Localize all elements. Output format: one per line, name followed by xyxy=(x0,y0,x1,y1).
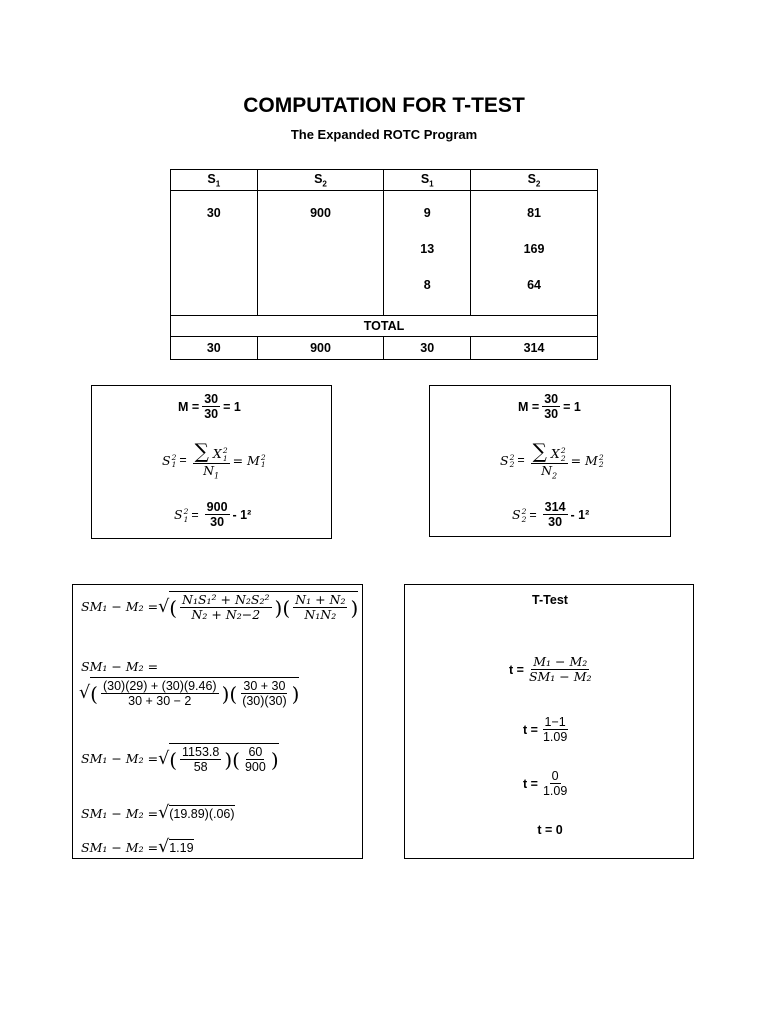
ttest-formula: t = $\frac{\text{M₁ − M₂}}{\text{SM₁ − M₂}}$ xyxy=(509,654,592,685)
table-body-row xyxy=(171,191,598,316)
ttest-step3: t = $\frac{0}{1.09}$ xyxy=(523,769,568,799)
variance-value-2: S 2 2 = $\frac{314}{30}$ - 1² xyxy=(512,500,590,530)
cell-value: 169 xyxy=(523,242,545,256)
ttest-heading: T-Test xyxy=(532,593,568,607)
cell-value: 64 xyxy=(527,278,541,292)
page-subtitle: The Expanded ROTC Program xyxy=(290,127,478,142)
header-s1-a: $S_1$ xyxy=(171,170,258,191)
total-col1: 30 xyxy=(171,337,258,360)
variance-formula-1: S 2 1 = ∑ X 2 1 $N_1$ = M 2 1 xyxy=(162,439,266,481)
header-s2-b: $S_2$ xyxy=(471,170,598,191)
se-step4: SM₁ − M₂ = √ (19.89)(.06) xyxy=(81,803,235,823)
variance-value-1: S 2 1 = $\frac{900}{30}$ - 1² xyxy=(174,500,252,530)
cell-col1 xyxy=(171,191,258,316)
ttest-step2: t = $\frac{1-1}{1.09}$ xyxy=(523,715,568,745)
total-label-row xyxy=(171,316,598,337)
cell-col3 xyxy=(384,191,471,316)
cell-value: 8 xyxy=(423,278,431,292)
header-s1-b: $S_1$ xyxy=(384,170,471,191)
se-step2-label: SM₁ − M₂ = xyxy=(81,659,159,674)
data-table xyxy=(170,169,598,360)
page-title: COMPUTATION FOR T-TEST xyxy=(243,94,525,117)
se-step2: √ ( $\frac{(30)(29) + (30)(9.46)}{30 + 30 - 2}$ ) ( $\frac{30 + 30}{(30)(30)}$ ) xyxy=(79,679,300,709)
variance-box-group1 xyxy=(91,385,332,539)
variance-formula-2: S 2 2 = ∑ X 2 2 $N_2$ = M 2 2 xyxy=(500,439,604,481)
cell-value: 9 xyxy=(423,206,431,220)
variance-box-group2 xyxy=(429,385,671,537)
mean-formula-1: M = $\frac{30}{30}$ = 1 xyxy=(178,392,241,422)
table-header-row xyxy=(171,170,598,191)
cell-value: 30 xyxy=(206,206,221,220)
cell-value: 900 xyxy=(310,206,331,220)
total-col3: 30 xyxy=(384,337,471,360)
header-s2-a: $S_2$ xyxy=(257,170,384,191)
cell-value: 81 xyxy=(527,206,541,220)
total-col2: 900 xyxy=(257,337,384,360)
mean-formula-2: M = $\frac{30}{30}$ = 1 xyxy=(518,392,581,422)
se-step3: SM₁ − M₂ = √ ( $\frac{1153.8}{58}$ ) ( $\frac{60}{900}$ ) xyxy=(81,745,279,775)
se-step5: SM₁ − M₂ = √ 1.19 xyxy=(81,837,194,857)
cell-col2 xyxy=(257,191,384,316)
total-col4: 314 xyxy=(471,337,598,360)
total-values-row xyxy=(171,337,598,360)
ttest-result: t = 0 xyxy=(537,823,563,837)
cell-value: 13 xyxy=(420,242,435,256)
standard-error-box xyxy=(72,584,363,859)
total-label: TOTAL xyxy=(171,316,598,337)
ttest-box xyxy=(404,584,694,859)
se-formula: SM₁ − M₂ = √ ( $\frac{\text{N₁S₁² + N₂S₂²}}{\text{N₂ + N₂−2}}$ ) ( $\frac{\text{N₁ + N₂}}{\text{N₁N₂}}$ ) xyxy=(81,592,359,623)
cell-col4 xyxy=(471,191,598,316)
